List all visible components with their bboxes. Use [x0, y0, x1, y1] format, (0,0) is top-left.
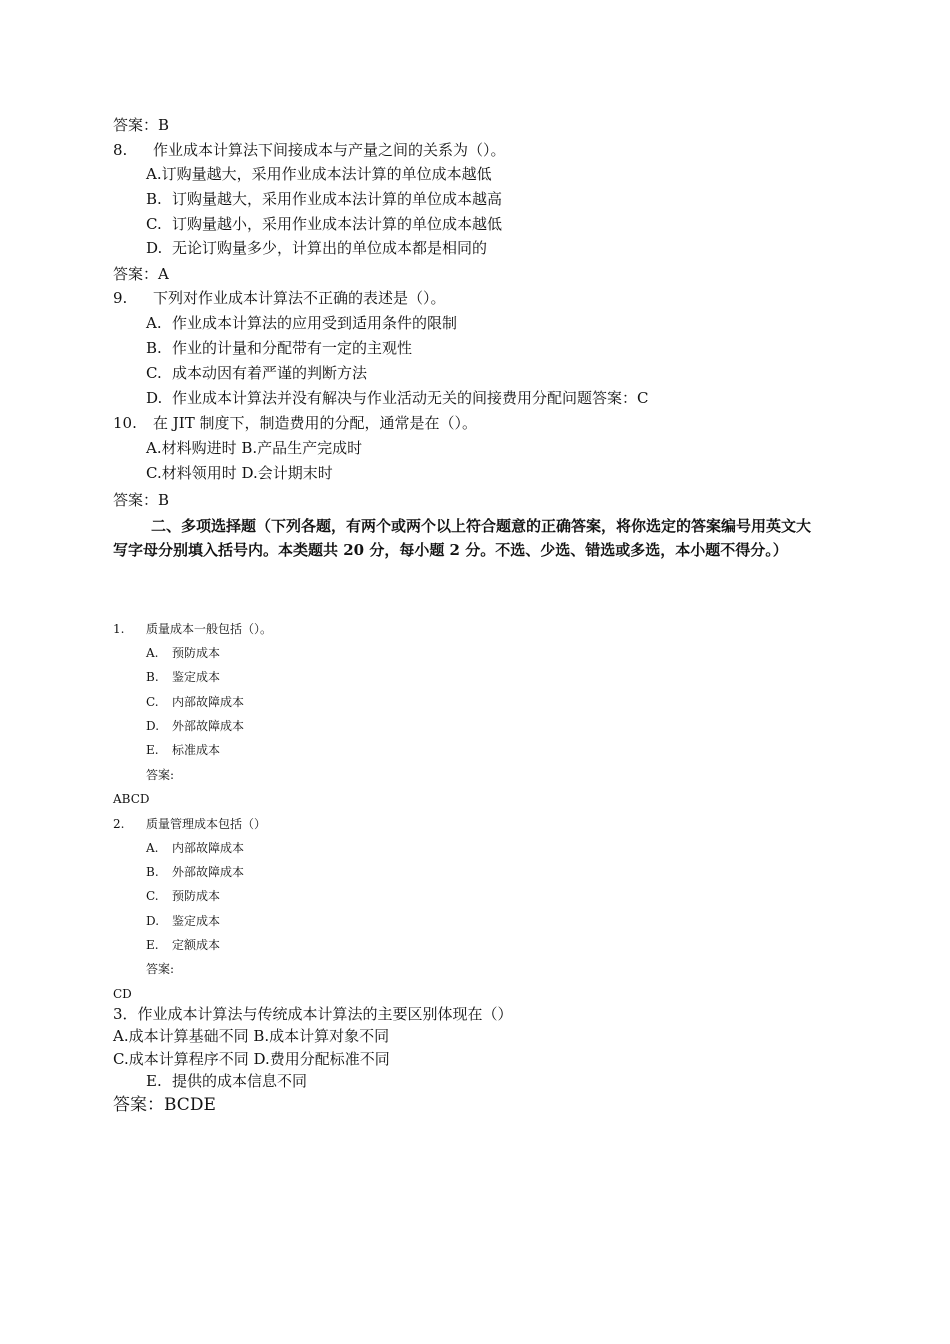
option-label: E.: [146, 743, 159, 757]
option-b: [146, 338, 412, 358]
option-label: E.: [146, 938, 159, 952]
option-label: D.: [146, 719, 160, 733]
option-e: [146, 1071, 307, 1091]
option-label: C.: [146, 889, 159, 903]
question-number: 2.: [113, 817, 125, 831]
answer-value: ABCD: [113, 792, 150, 806]
option-text: 鉴定成本: [172, 670, 221, 684]
question-number: 1.: [113, 622, 125, 636]
question-number: 8.: [113, 141, 128, 159]
option-a: [146, 840, 244, 856]
option-text: 订购量越大，采用作业成本法计算的单位成本越高: [172, 190, 503, 208]
option-text: 内部故障成本: [172, 841, 245, 855]
option-text: 成本动因有着严谨的判断方法: [172, 364, 368, 382]
options-ab: A.成本计算基础不同 B.成本计算对象不同: [113, 1027, 390, 1045]
question-8: [113, 140, 506, 160]
option-c: [146, 694, 244, 710]
option-text: 外部故障成本: [172, 865, 245, 879]
option-a: [146, 313, 457, 333]
section-heading: 二、多项选择题（下列各题，有两个或两个以上符合题意的正确答案，将你选定的答案编号用英文大写字母分别填入括号内。本类题共 20 分，每小题 2 分。不选、少选、错选或多选，本小题不得分。）: [113, 517, 812, 559]
option-d: [146, 913, 220, 929]
option-text: 内部故障成本: [172, 695, 245, 709]
option-label: B.: [146, 339, 162, 357]
options-cd: C.材料领用时 D.会计期末时: [146, 464, 333, 482]
option-d: [146, 238, 487, 258]
option-label: B.: [146, 190, 162, 208]
option-text: 标准成本: [172, 743, 221, 757]
option-a: A.订购量越大，采用作业成本法计算的单位成本越低: [146, 165, 492, 183]
option-e: [146, 742, 220, 758]
option-text: 外部故障成本: [172, 719, 245, 733]
option-text: 预防成本: [172, 889, 221, 903]
option-c: [146, 888, 220, 904]
answer-q8: 答案：A: [113, 265, 169, 283]
option-label: C.: [146, 215, 162, 233]
option-label: D.: [146, 389, 163, 407]
question-text: 作业成本计算法下间接成本与产量之间的关系为（）。: [153, 141, 506, 159]
option-b: [146, 864, 244, 880]
question-10: [113, 413, 477, 433]
answer-q7: 答案：B: [113, 116, 170, 134]
option-text: 作业成本计算法并没有解决与作业活动无关的间接费用分配问题答案：C: [172, 389, 649, 407]
option-a: [146, 645, 220, 661]
option-d: [146, 388, 648, 408]
answer-label: 答案:: [146, 768, 175, 782]
option-d: [146, 718, 244, 734]
mquestion-1: [113, 621, 272, 637]
answer-m3: 答案：BCDE: [113, 1095, 216, 1115]
question-number: 10.: [113, 414, 137, 432]
option-text: 预防成本: [172, 646, 221, 660]
option-text: 作业成本计算法的应用受到适用条件的限制: [172, 314, 458, 332]
question-number: 9.: [113, 289, 128, 307]
option-text: 作业的计量和分配带有一定的主观性: [172, 339, 413, 357]
answer-label: 答案:: [146, 962, 175, 976]
option-label: A.: [146, 841, 159, 855]
options-cd: C.成本计算程序不同 D.费用分配标准不同: [113, 1050, 390, 1068]
option-text: 定额成本: [172, 938, 221, 952]
option-text: 无论订购量多少，计算出的单位成本都是相同的: [172, 239, 488, 257]
option-c: [146, 363, 367, 383]
question-text: 质量管理成本包括（）: [146, 817, 267, 831]
answer-q10: 答案：B: [113, 491, 170, 509]
option-b: [146, 669, 220, 685]
options-ab: A.材料购进时 B.产品生产完成时: [146, 439, 363, 457]
mquestion-3: 3．作业成本计算法与传统成本计算法的主要区别体现在（）: [113, 1005, 513, 1023]
question-9: [113, 288, 446, 308]
option-b: [146, 189, 502, 209]
question-text: 在 JIT 制度下，制造费用的分配，通常是在（）。: [153, 414, 477, 432]
option-e: [146, 937, 220, 953]
option-label: E.: [146, 1072, 162, 1090]
option-label: B.: [146, 670, 159, 684]
option-label: D.: [146, 914, 160, 928]
question-text: 下列对作业成本计算法不正确的表述是（）。: [153, 289, 446, 307]
mquestion-2: [113, 816, 266, 832]
option-text: 鉴定成本: [172, 914, 221, 928]
option-label: A.: [146, 646, 159, 660]
option-label: C.: [146, 364, 162, 382]
option-label: A.: [146, 314, 162, 332]
question-text: 质量成本一般包括（）。: [146, 622, 273, 636]
option-label: B.: [146, 865, 159, 879]
option-c: [146, 214, 502, 234]
option-text: 订购量越小，采用作业成本法计算的单位成本越低: [172, 215, 503, 233]
option-label: D.: [146, 239, 163, 257]
option-text: 提供的成本信息不同: [172, 1072, 308, 1090]
answer-value: CD: [113, 987, 132, 1001]
option-label: C.: [146, 695, 159, 709]
